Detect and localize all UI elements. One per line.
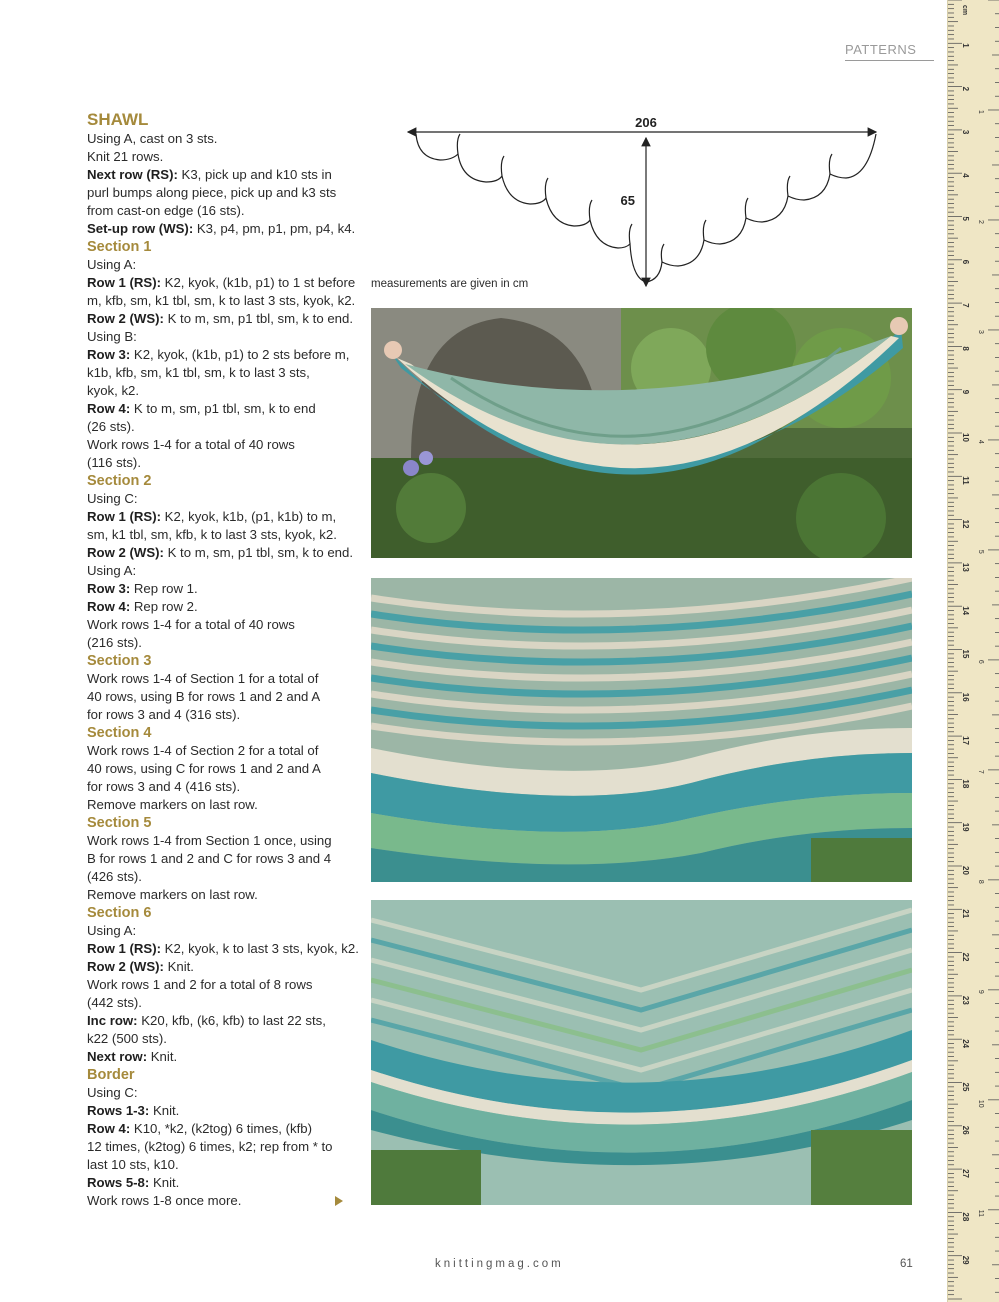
instruction-line: Row 3: K2, kyok, (k1b, p1) to 2 sts before m, — [87, 347, 350, 362]
row-label: Inc row: — [87, 1013, 138, 1028]
instruction-line: Row 2 (WS): K to m, sm, p1 tbl, sm, k to end. — [87, 311, 354, 326]
instruction-line: Using A: — [87, 923, 137, 938]
page-number: 61 — [900, 1258, 913, 1270]
ruler-inch-label: 1 — [977, 109, 984, 114]
instruction-line: Work rows 1-8 once more. — [87, 1193, 242, 1208]
ruler-cm-label: 28 — [961, 1212, 970, 1222]
row-label: Set-up row (WS): — [87, 221, 194, 236]
row-label: Row 1 (RS): — [87, 941, 161, 956]
instruction-line: (442 sts). — [87, 995, 142, 1010]
instruction-line: (426 sts). — [87, 869, 142, 884]
ruler-cm-label: 26 — [961, 1125, 970, 1135]
ruler-cm-label: 8 — [961, 346, 970, 351]
ruler-inch-label: 10 — [977, 1099, 984, 1108]
instruction-line: k1b, kfb, sm, k1 tbl, sm, k to last 3 sts, — [87, 365, 310, 380]
instruction-line: kyok, k2. — [87, 383, 140, 398]
footer-website: knittingmag.com — [435, 1258, 564, 1270]
instruction-line: 12 times, (k2tog) 6 times, k2; rep from * to — [87, 1139, 333, 1154]
ruler-cm-label: 1 — [961, 43, 970, 48]
instruction-line: Using C: — [87, 1085, 138, 1100]
ruler-cm-label: 23 — [961, 995, 970, 1005]
instruction-line: Work rows 1-4 for a total of 40 rows — [87, 437, 295, 452]
ruler-cm-label: 27 — [961, 1169, 970, 1179]
ruler-cm-label: 11 — [961, 476, 970, 485]
ruler-inch-label: 3 — [977, 329, 984, 334]
width-label: 206 — [635, 115, 657, 130]
ruler-cm-label: 15 — [961, 649, 970, 659]
instruction-line: Row 4: K to m, sm, p1 tbl, sm, k to end — [87, 401, 316, 416]
instruction-line: Work rows 1-4 of Section 1 for a total of — [87, 671, 319, 686]
section-heading: SHAWL — [87, 110, 149, 129]
shawl-photo-stripes — [371, 578, 912, 882]
row-label: Row 4: — [87, 401, 131, 416]
ruler-cm-label: 13 — [961, 562, 970, 572]
instruction-line: Remove markers on last row. — [87, 797, 258, 812]
instruction-line: Next row (RS): K3, pick up and k10 sts in — [87, 167, 332, 182]
ruler-inch-label: 6 — [977, 659, 984, 664]
instruction-line: Using A, cast on 3 sts. — [87, 131, 218, 146]
instruction-line: Work rows 1-4 of Section 2 for a total of — [87, 743, 319, 758]
instruction-line: Work rows 1-4 from Section 1 once, using — [87, 833, 332, 848]
instruction-line: B for rows 1 and 2 and C for rows 3 and 4 — [87, 851, 332, 866]
side-ruler — [947, 0, 999, 1302]
instruction-line: sm, k1 tbl, sm, kfb, k to last 3 sts, kyok, k2. — [87, 527, 337, 542]
instruction-line: k22 (500 sts). — [87, 1031, 167, 1046]
instruction-line: Using A: — [87, 563, 137, 578]
instruction-line: m, kfb, sm, k1 tbl, sm, k to last 3 sts, kyok, k2. — [87, 293, 356, 308]
depth-label: 65 — [620, 193, 635, 208]
row-label: Row 2 (WS): — [87, 311, 164, 326]
row-label: Next row (RS): — [87, 167, 178, 182]
instruction-line: Inc row: K20, kfb, (k6, kfb) to last 22 sts, — [87, 1013, 326, 1028]
ruler-inch-label: 9 — [977, 989, 984, 994]
ruler-inch-label: 5 — [977, 549, 984, 554]
instruction-line: Knit 21 rows. — [87, 149, 164, 164]
row-label: Row 2 (WS): — [87, 545, 164, 560]
instruction-line: Row 1 (RS): K2, kyok, k to last 3 sts, kyok, k2. — [87, 941, 359, 956]
instruction-line: Row 1 (RS): K2, kyok, k1b, (p1, k1b) to m, — [87, 509, 337, 524]
instruction-line: Next row: Knit. — [87, 1049, 178, 1064]
ruler-cm-label: 24 — [961, 1039, 970, 1049]
instruction-line: Set-up row (WS): K3, p4, pm, p1, pm, p4, k4. — [87, 221, 356, 236]
ruler-cm-label: 14 — [961, 606, 970, 616]
ruler-cm-label: 25 — [961, 1082, 970, 1092]
ruler-cm-label: 16 — [961, 692, 970, 702]
instruction-line: Using B: — [87, 329, 137, 344]
ruler-cm-label: 17 — [961, 736, 970, 746]
instruction-line: Row 3: Rep row 1. — [87, 581, 198, 596]
instruction-line: (26 sts). — [87, 419, 135, 434]
instruction-line: for rows 3 and 4 (316 sts). — [87, 707, 241, 722]
ruler-cm-label: 6 — [961, 259, 970, 265]
instruction-line: purl bumps along piece, pick up and k3 sts — [87, 185, 337, 200]
row-label: Rows 5-8: — [87, 1175, 150, 1190]
instruction-line: Row 4: K10, *k2, (k2tog) 6 times, (kfb) — [87, 1121, 312, 1136]
row-label: Row 1 (RS): — [87, 509, 161, 524]
ruler-cm-label: 22 — [961, 952, 970, 962]
ruler-inch-label: 2 — [977, 219, 984, 224]
instruction-line: Using A: — [87, 257, 137, 272]
continue-arrow-icon — [335, 1196, 343, 1206]
row-label: Row 4: — [87, 599, 131, 614]
shawl-photo-held — [371, 308, 912, 558]
row-label: Row 2 (WS): — [87, 959, 164, 974]
instruction-line: from cast-on edge (16 sts). — [87, 203, 245, 218]
section-label: PATTERNS — [845, 42, 934, 61]
ruler-unit-label: cm — [961, 5, 968, 16]
instruction-line: Row 1 (RS): K2, kyok, (k1b, p1) to 1 st before — [87, 275, 356, 290]
section-heading: Section 2 — [87, 473, 152, 489]
instruction-line: (116 sts). — [87, 455, 141, 470]
pattern-instructions — [87, 110, 359, 1210]
ruler-inch-label: 8 — [977, 879, 984, 884]
ruler-cm-label: 12 — [961, 519, 970, 529]
ruler-inch-label: 11 — [977, 1209, 984, 1218]
measurement-note: measurements are given in cm — [371, 278, 529, 290]
row-label: Row 3: — [87, 581, 131, 596]
section-heading: Section 1 — [87, 239, 152, 255]
ruler-cm-label: 2 — [961, 86, 970, 92]
ruler-cm-label: 18 — [961, 779, 970, 789]
ruler-cm-label: 21 — [961, 909, 970, 919]
instruction-line: (216 sts). — [87, 635, 142, 650]
instruction-line: Row 2 (WS): K to m, sm, p1 tbl, sm, k to end. — [87, 545, 354, 560]
instruction-line: Work rows 1-4 for a total of 40 rows — [87, 617, 295, 632]
instruction-line: Rows 5-8: Knit. — [87, 1175, 180, 1190]
ruler-cm-label: 10 — [961, 433, 970, 442]
ruler-cm-label: 20 — [961, 866, 970, 875]
instruction-line: 40 rows, using C for rows 1 and 2 and A — [87, 761, 321, 776]
section-heading: Border — [87, 1067, 135, 1083]
ruler-cm-label: 4 — [961, 173, 970, 178]
ruler-inch-label: 4 — [977, 439, 984, 444]
section-heading: Section 5 — [87, 815, 152, 831]
row-label: Row 3: — [87, 347, 131, 362]
ruler-cm-label: 9 — [961, 389, 970, 395]
row-label: Row 1 (RS): — [87, 275, 161, 290]
shawl-schematic — [400, 110, 890, 295]
instruction-line: Rows 1-3: Knit. — [87, 1103, 180, 1118]
ruler-cm-label: 3 — [961, 129, 970, 135]
ruler-cm-label: 29 — [961, 1255, 970, 1265]
instruction-line: Work rows 1 and 2 for a total of 8 rows — [87, 977, 313, 992]
section-heading: Section 4 — [87, 725, 152, 741]
instruction-line: last 10 sts, k10. — [87, 1157, 179, 1172]
section-heading: Section 6 — [87, 905, 152, 921]
instruction-line: Using C: — [87, 491, 138, 506]
instruction-line: Row 2 (WS): Knit. — [87, 959, 194, 974]
instruction-line: for rows 3 and 4 (416 sts). — [87, 779, 241, 794]
ruler-cm-label: 5 — [961, 216, 970, 221]
instruction-line: 40 rows, using B for rows 1 and 2 and A — [87, 689, 321, 704]
ruler-cm-label: 19 — [961, 822, 970, 832]
row-label: Rows 1-3: — [87, 1103, 150, 1118]
row-label: Next row: — [87, 1049, 148, 1064]
ruler-cm-label: 7 — [961, 303, 970, 308]
section-heading: Section 3 — [87, 653, 152, 669]
instruction-line: Row 4: Rep row 2. — [87, 599, 198, 614]
ruler-inch-label: 7 — [977, 769, 984, 774]
row-label: Row 4: — [87, 1121, 131, 1136]
shawl-photo-center — [371, 900, 912, 1205]
instruction-line: Remove markers on last row. — [87, 887, 258, 902]
